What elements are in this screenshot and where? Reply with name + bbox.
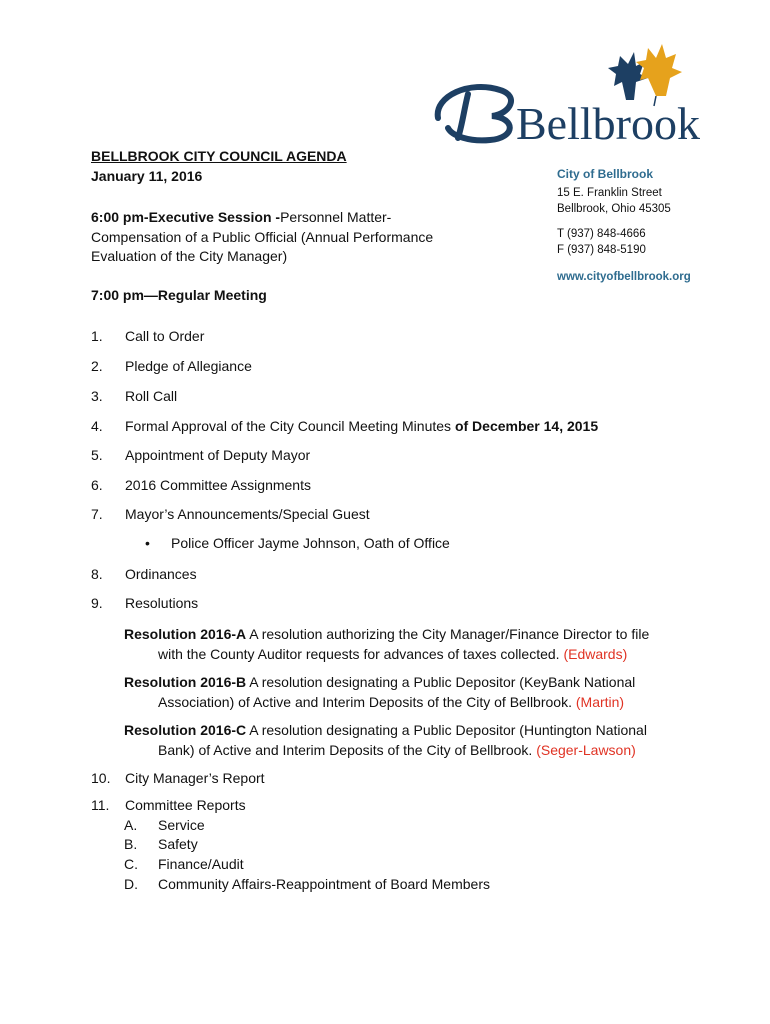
bellbrook-logo: [430, 38, 730, 148]
list-item: 4. Formal Approval of the City Council Meeting Minutes of December 14, 2015: [91, 418, 599, 434]
sponsor-name: (Seger-Lawson): [536, 741, 636, 758]
contact-phone: T (937) 848-4666: [557, 228, 646, 240]
committee-item: A. Service: [124, 817, 205, 833]
contact-city: Bellbrook, Ohio 45305: [557, 203, 671, 215]
sponsor-name: (Martin): [575, 693, 625, 710]
list-item: 6. 2016 Committee Assignments: [91, 477, 311, 493]
sponsor-name: (Edwards): [563, 645, 628, 662]
resolution-2016-b: Resolution 2016-B A resolution designating a Public Depositor (KeyBank National Association) of Active and Interim Deposits of the City of Bellbrook. (Martin): [124, 674, 636, 710]
special-guest-bullet: • Police Officer Jayme Johnson, Oath of Office: [145, 535, 450, 551]
executive-session-line3: Evaluation of the City Manager): [91, 248, 288, 264]
contact-org: City of Bellbrook: [557, 167, 654, 181]
list-item: 11. Committee Reports: [91, 797, 246, 813]
page-title: BELLBROOK CITY COUNCIL AGENDA: [91, 148, 347, 164]
committee-item: C. Finance/Audit: [124, 856, 244, 872]
bullet-icon: •: [145, 535, 150, 551]
list-item: 2. Pledge of Allegiance: [91, 358, 252, 374]
list-item: 7. Mayor’s Announcements/Special Guest: [91, 506, 370, 522]
executive-session-line2: Compensation of a Public Official (Annual Performance: [91, 228, 434, 245]
resolution-2016-c: Resolution 2016-C A resolution designating a Public Depositor (Huntington National Bank) of Active and Interim Deposits of the City of Bellbrook. (Seger-Lawson): [124, 722, 647, 758]
agenda-date: January 11, 2016: [91, 168, 203, 184]
list-item: 1. Call to Order: [91, 328, 205, 344]
executive-session-label: 6:00 pm-Executive Session -: [91, 209, 281, 225]
regular-meeting-heading: 7:00 pm—Regular Meeting: [91, 287, 267, 303]
executive-session-line1: Personnel Matter-: [280, 209, 392, 225]
list-item: 10. City Manager’s Report: [91, 770, 265, 786]
committee-item: D. Community Affairs-Reappointment of Board Members: [124, 876, 490, 892]
committee-item: B. Safety: [124, 836, 198, 852]
list-item: 9. Resolutions: [91, 595, 199, 611]
resolution-2016-a: Resolution 2016-A A resolution authorizing the City Manager/Finance Director to file with the County Auditor requests for advances of taxes collected. (Edwards): [124, 626, 650, 662]
contact-fax: F (937) 848-5190: [557, 244, 646, 256]
contact-street: 15 E. Franklin Street: [557, 187, 662, 199]
logo-wordmark: Bellbrook: [516, 98, 700, 148]
list-item: 3. Roll Call: [91, 388, 178, 404]
contact-block: [557, 166, 691, 285]
list-item: 5. Appointment of Deputy Mayor: [91, 447, 311, 463]
agenda-header: [91, 146, 347, 186]
gold-maple-leaf-icon: [636, 44, 682, 96]
contact-website-link[interactable]: www.cityofbellbrook.org: [557, 271, 691, 283]
list-item: 8. Ordinances: [91, 566, 197, 582]
executive-session: [91, 208, 441, 267]
